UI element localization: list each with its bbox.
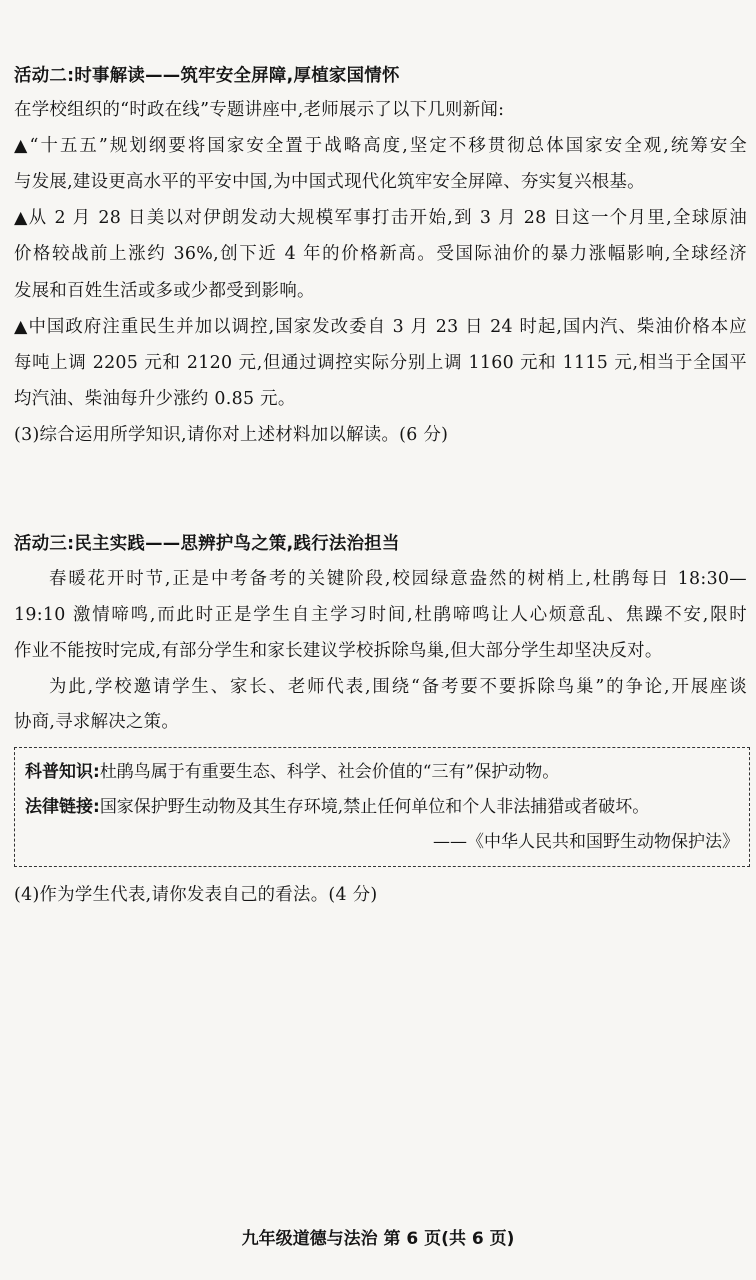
knowledge-box	[14, 747, 750, 867]
news-line: 每吨上调 2205 元和 2120 元,但通过调控实际分别上调 1160 元和 1115 元,相当于全国平	[14, 353, 747, 373]
news-line: 发展和百姓生活或多或少都受到影响。	[14, 281, 315, 301]
law-source: ——《中华人民共和国野生动物保护法》	[433, 832, 739, 852]
news-line: ▲中国政府注重民生并加以调控,国家发改委自 3 月 23 日 24 时起,国内汽、柴油价格本应	[14, 317, 747, 337]
news-line: 价格较战前上涨约 36%,创下近 4 年的价格新高。受国际油价的暴力涨幅影响,全球经济	[14, 244, 747, 264]
science-text: 杜鹃鸟属于有重要生态、科学、社会价值的“三有”保护动物。	[99, 762, 560, 782]
paragraph-line: 协商,寻求解决之策。	[14, 712, 180, 732]
law-label: 法律链接:	[25, 797, 100, 817]
news-line: ▲从 2 月 28 日美以对伊朗发动大规模军事打击开始,到 3 月 28 日这一个月里,全球原油	[14, 208, 747, 228]
activity3-title: 活动三:民主实践——思辨护鸟之策,践行法治担当	[14, 534, 400, 554]
question-3: (3)综合运用所学知识,请你对上述材料加以解读。(6 分)	[14, 425, 449, 445]
activity2-title: 活动二:时事解读——筑牢安全屏障,厚植家国情怀	[14, 66, 400, 86]
question-4: (4)作为学生代表,请你发表自己的看法。(4 分)	[14, 885, 378, 905]
news-line: ▲“十五五”规划纲要将国家安全置于战略高度,坚定不移贯彻总体国家安全观,统筹安全	[14, 136, 747, 156]
page-footer: 九年级道德与法治 第 6 页(共 6 页)	[241, 1229, 515, 1249]
law-link	[25, 795, 649, 819]
law-text: 国家保护野生动物及其生存环境,禁止任何单位和个人非法捕猎或者破坏。	[99, 797, 650, 817]
news-line: 均汽油、柴油每升少涨约 0.85 元。	[14, 389, 296, 409]
paragraph-line: 19:10 激情啼鸣,而此时正是学生自主学习时间,杜鹃啼鸣让人心烦意乱、焦躁不安,限时	[14, 605, 747, 625]
paragraph-line: 春暖花开时节,正是中考备考的关键阶段,校园绿意盎然的树梢上,杜鹃每日 18:30—	[49, 569, 747, 589]
paragraph-line: 作业不能按时完成,有部分学生和家长建议学校拆除鸟巢,但大部分学生却坚决反对。	[14, 641, 663, 661]
paragraph-line: 为此,学校邀请学生、家长、老师代表,围绕“备考要不要拆除鸟巢”的争论,开展座谈	[49, 677, 747, 697]
science-label: 科普知识:	[25, 762, 100, 782]
news-line: 与发展,建设更高水平的平安中国,为中国式现代化筑牢安全屏障、夯实复兴根基。	[14, 172, 645, 192]
science-knowledge	[25, 760, 559, 784]
activity2-intro: 在学校组织的“时政在线”专题讲座中,老师展示了以下几则新闻:	[14, 100, 505, 120]
